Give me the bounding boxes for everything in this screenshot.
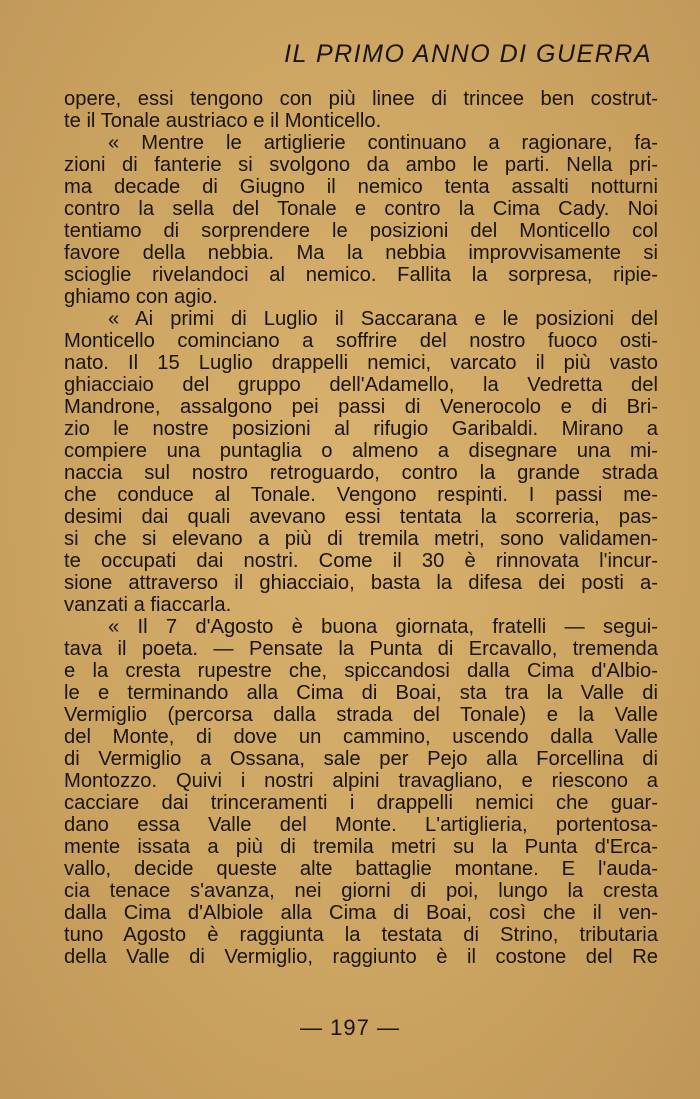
text-line: scioglie rivelandoci al nemico. Fallita la sorpresa, ripie- bbox=[64, 264, 658, 286]
text-line: le e terminando alla Cima di Boai, sta tra la Valle di bbox=[64, 682, 658, 704]
text-line: contro la sella del Tonale e contro la Cima Cady. Noi bbox=[64, 198, 658, 220]
running-header: IL PRIMO ANNO DI GUERRA bbox=[284, 40, 652, 68]
text-line: Monticello cominciano a soffrire del nostro fuoco osti- bbox=[64, 330, 658, 352]
text-line: e la cresta rupestre che, spiccandosi dalla Cima d'Albio- bbox=[64, 660, 658, 682]
page-number: — 197 — bbox=[300, 1015, 400, 1040]
text-line: favore della nebbia. Ma la nebbia improvvisamente si bbox=[64, 242, 658, 264]
text-line: Mandrone, assalgono pei passi di Venerocolo e di Bri- bbox=[64, 396, 658, 418]
text-line: ghiacciaio del gruppo dell'Adamello, la Vedretta del bbox=[64, 374, 658, 396]
text-line: dano essa Valle del Monte. L'artiglieria, portentosa- bbox=[64, 814, 658, 836]
text-line: tava il poeta. — Pensate la Punta di Ercavallo, tremenda bbox=[64, 638, 658, 660]
text-line: vallo, decide queste alte battaglie montane. E l'auda- bbox=[64, 858, 658, 880]
text-line: ghiamo con agio. bbox=[64, 286, 218, 308]
text-line: Montozzo. Quivi i nostri alpini travagliano, e riescono a bbox=[64, 770, 658, 792]
text-line: opere, essi tengono con più linee di trincee ben costrut- bbox=[64, 88, 658, 110]
text-line: te occupati dai nostri. Come il 30 è rinnovata l'incur- bbox=[64, 550, 658, 572]
text-line: zioni di fanterie si svolgono da ambo le parti. Nella pri- bbox=[64, 154, 658, 176]
text-line: compiere una puntaglia o almeno a disegnare una mi- bbox=[64, 440, 658, 462]
text-line: Vermiglio (percorsa dalla strada del Tonale) e la Valle bbox=[64, 704, 658, 726]
text-line: « Ai primi di Luglio il Saccarana e le posizioni del bbox=[108, 308, 658, 330]
text-line: dalla Cima d'Albiole alla Cima di Boai, così che il ven- bbox=[64, 902, 658, 924]
text-line: mente issata a più di tremila metri su la Punta d'Erca- bbox=[64, 836, 658, 858]
text-line: di Vermiglio a Ossana, sale per Pejo alla Forcellina di bbox=[64, 748, 658, 770]
text-line: sione attraverso il ghiacciaio, basta la difesa dei posti a- bbox=[64, 572, 658, 594]
text-line: cacciare dai trinceramenti i drappelli nemici che guar- bbox=[64, 792, 658, 814]
text-line: che conduce al Tonale. Vengono respinti. I passi me- bbox=[64, 484, 658, 506]
text-line: te il Tonale austriaco e il Monticello. bbox=[64, 110, 382, 132]
text-line: tentiamo di sorprendere le posizioni del Monticello col bbox=[64, 220, 658, 242]
text-line: zio le nostre posizioni al rifugio Garibaldi. Mirano a bbox=[64, 418, 658, 440]
text-line: naccia sul nostro retroguardo, contro la grande strada bbox=[64, 462, 658, 484]
text-line: si che si elevano a più di tremila metri, sono validamen- bbox=[64, 528, 658, 550]
text-line: della Valle di Vermiglio, raggiunto è il costone del Re bbox=[64, 946, 658, 968]
text-line: « Il 7 d'Agosto è buona giornata, fratelli — segui- bbox=[108, 616, 658, 638]
text-line: nato. Il 15 Luglio drappelli nemici, varcato il più vasto bbox=[64, 352, 658, 374]
text-line: tuno Agosto è raggiunta la testata di Strino, tributaria bbox=[64, 924, 658, 946]
text-line: « Mentre le artiglierie continuano a ragionare, fa- bbox=[108, 132, 658, 154]
text-line: del Monte, di dove un cammino, uscendo dalla Valle bbox=[64, 726, 658, 748]
text-line: cia tenace s'avanza, nei giorni di poi, lungo la cresta bbox=[64, 880, 658, 902]
text-line: vanzati a fiaccarla. bbox=[64, 594, 232, 616]
text-line: ma decade di Giugno il nemico tenta assalti notturni bbox=[64, 176, 658, 198]
text-line: desimi dai quali avevano essi tentata la scorreria, pas- bbox=[64, 506, 658, 528]
body-text bbox=[64, 88, 658, 968]
